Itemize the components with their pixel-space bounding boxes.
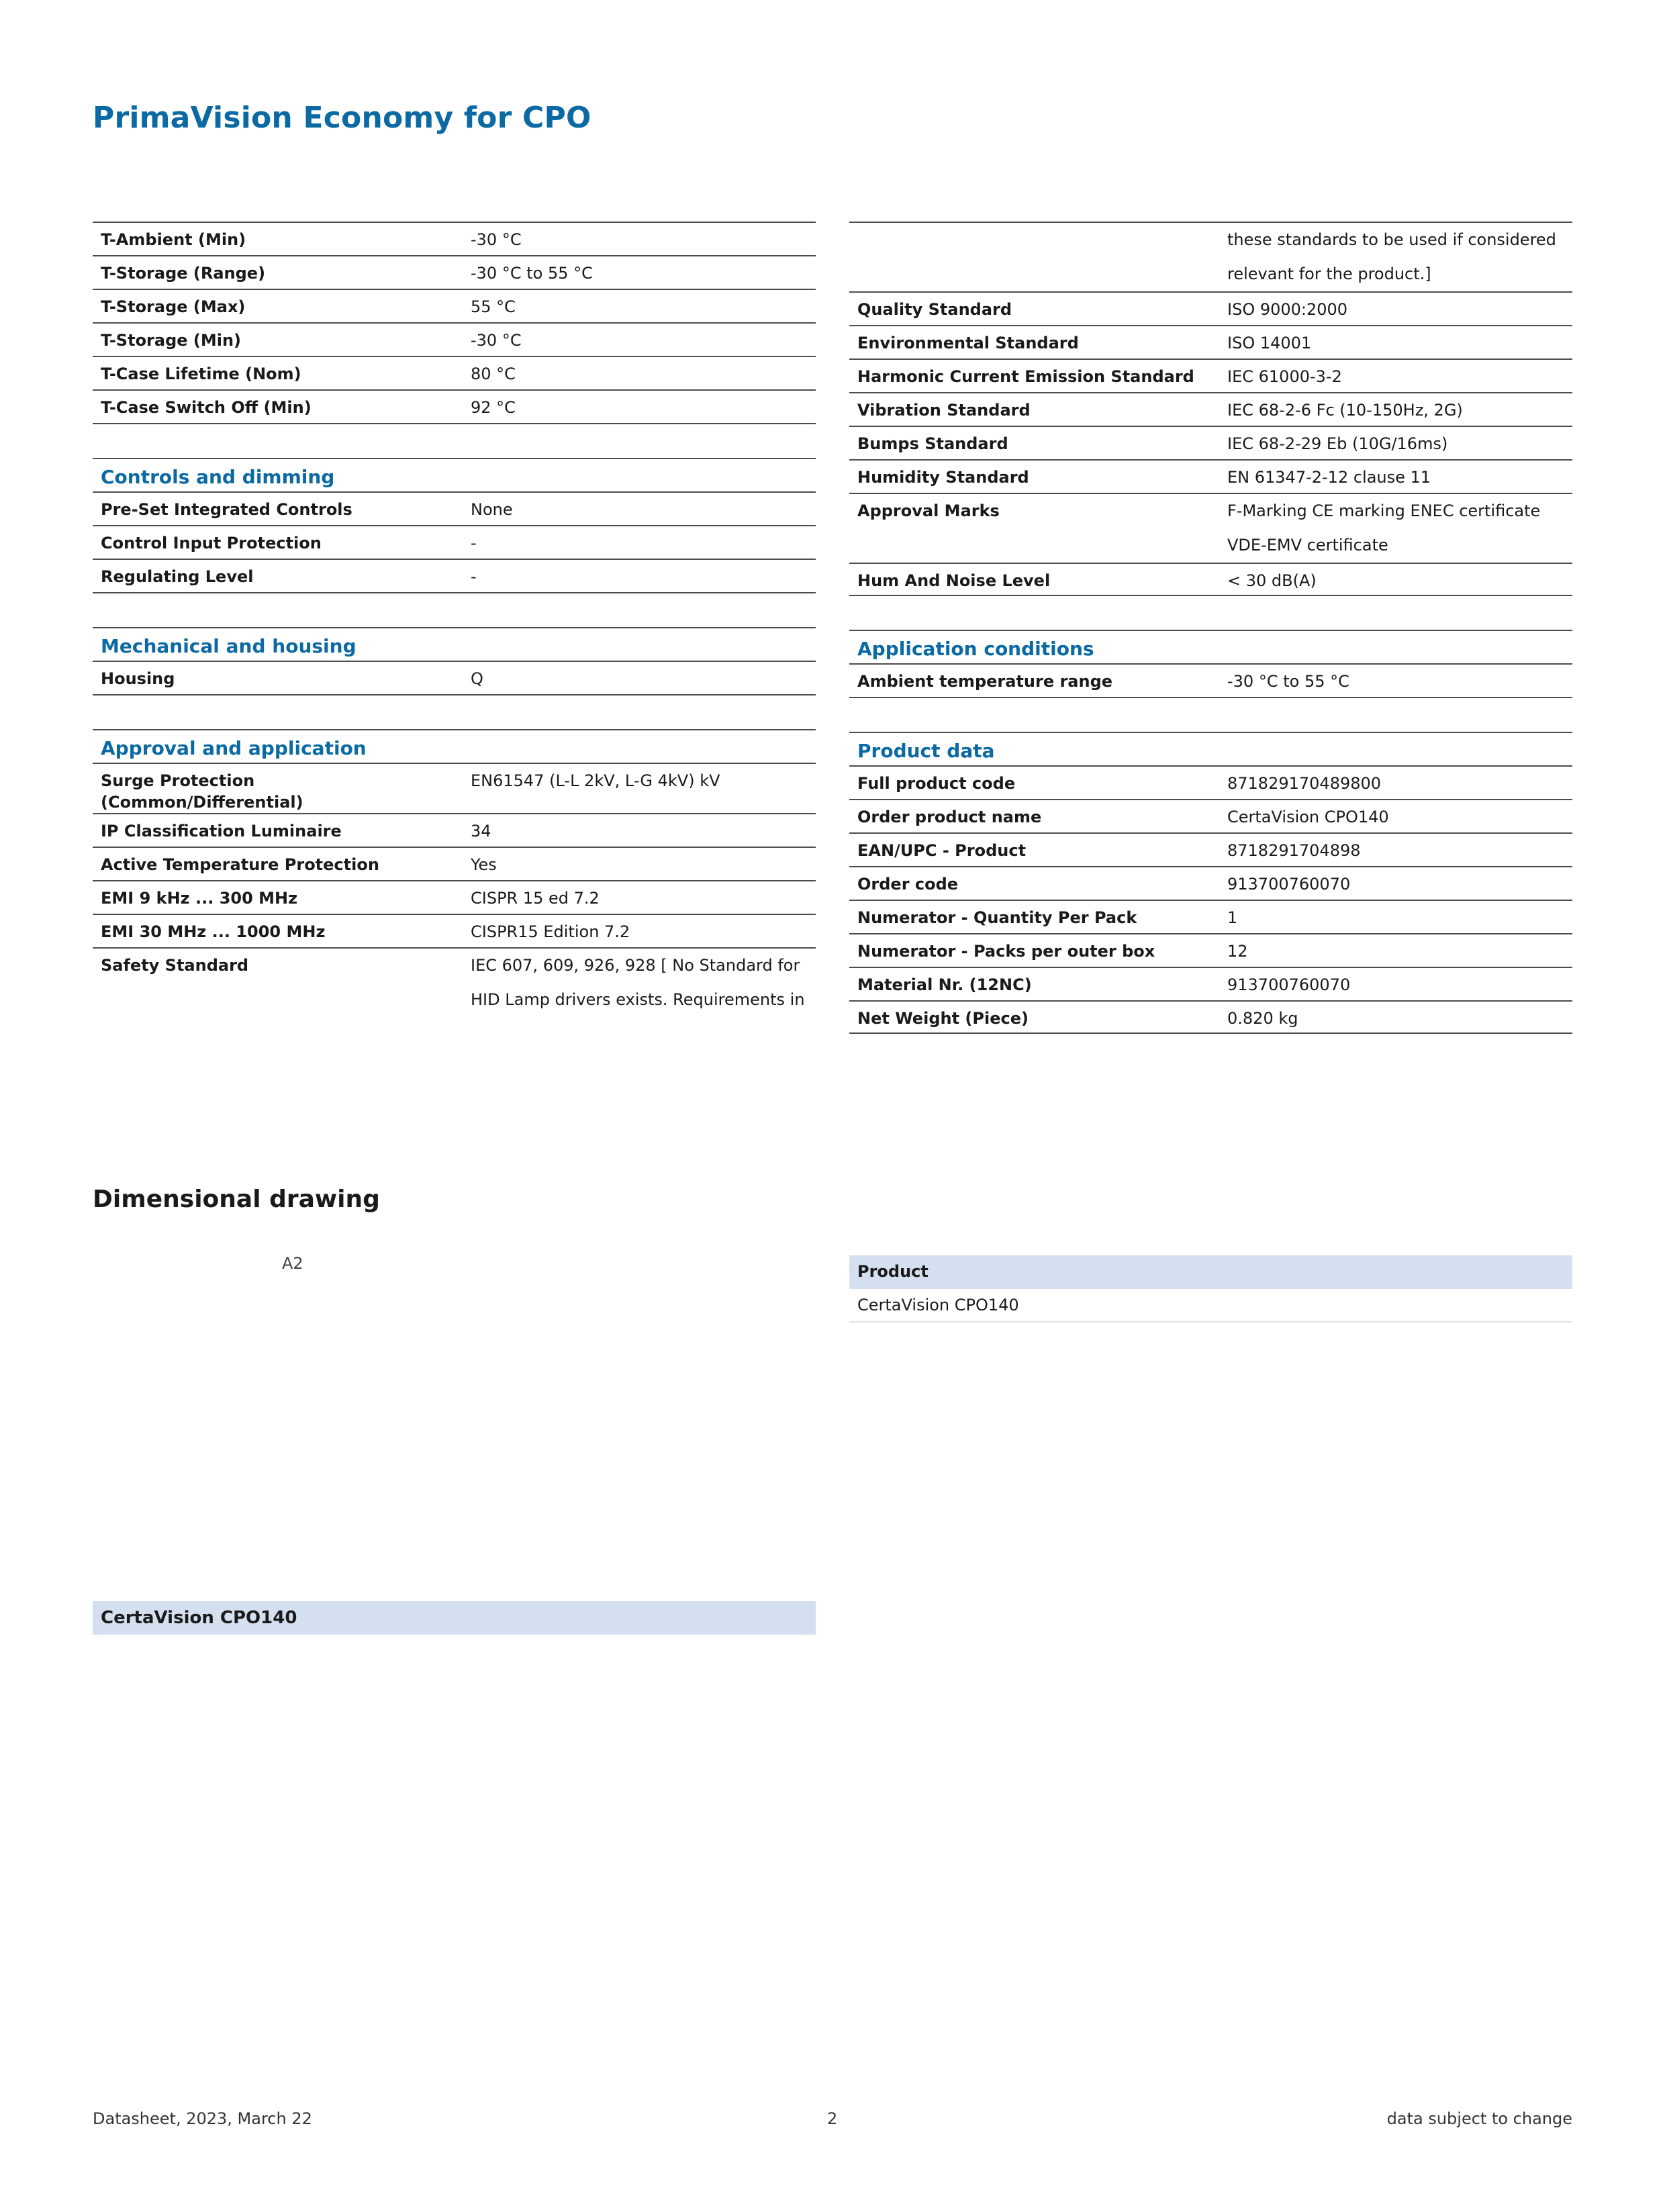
spec-row-hum-noise [849, 563, 1572, 596]
spec-key: EMI 30 MHz ... 1000 MHz [101, 922, 326, 941]
spec-value: < 30 dB(A) [1227, 571, 1317, 590]
spec-key: Humidity Standard [857, 468, 1029, 487]
spec-row [849, 325, 1572, 358]
spec-value: -30 °C to 55 °C [471, 264, 593, 283]
spec-row-approval-marks [849, 493, 1572, 563]
section-heading-approval: Approval and application [93, 729, 816, 763]
spec-key: Vibration Standard [857, 401, 1031, 420]
spec-value: EN 61347-2-12 clause 11 [1227, 468, 1431, 487]
spec-value-line: VDE-EMV certificate [1227, 536, 1388, 555]
left-spec-column [93, 222, 816, 1017]
spec-row [93, 222, 816, 255]
spec-value: 913700760070 [1227, 975, 1351, 994]
dimensional-drawing-title: Dimensional drawing [93, 1186, 380, 1213]
spec-key: Environmental Standard [857, 334, 1079, 352]
spec-row [849, 392, 1572, 426]
spec-value [471, 943, 816, 1017]
spec-row [849, 1000, 1572, 1034]
spec-key: EAN/UPC - Product [857, 841, 1027, 860]
spec-row [93, 813, 816, 847]
spec-key [849, 223, 1227, 291]
spec-key: EMI 9 kHz ... 300 MHz [101, 889, 298, 908]
section-heading-application: Application conditions [849, 630, 1572, 663]
spec-key: Quality Standard [857, 300, 1012, 319]
spec-row [849, 832, 1572, 866]
mechanical-rows [93, 661, 816, 694]
spec-value: - [471, 567, 477, 586]
spec-value: 80 °C [471, 365, 516, 383]
spec-value: CISPR15 Edition 7.2 [471, 922, 630, 941]
spec-row [93, 525, 816, 559]
spec-key: Numerator - Quantity Per Pack [857, 908, 1137, 927]
footer-date: Datasheet, 2023, March 22 [93, 2109, 312, 2128]
spec-value-line: IEC 607, 609, 926, 928 [ No Standard for [471, 956, 800, 975]
spec-value: Yes [471, 855, 497, 874]
spec-key: Surge Protection (Common/Differential) [101, 771, 303, 812]
footer-disclaimer: data subject to change [1386, 2109, 1572, 2128]
product-table [849, 1255, 1572, 1323]
spec-value: EN61547 (L-L 2kV, L-G 4kV) kV [471, 771, 720, 790]
section-spacer [849, 697, 1572, 732]
spec-value: 871829170489800 [1227, 774, 1382, 793]
spec-value: IEC 61000-3-2 [1227, 367, 1342, 386]
spec-value: -30 °C [471, 331, 522, 350]
approval-rows [93, 763, 816, 947]
spec-value: ISO 9000:2000 [1227, 300, 1348, 319]
spec-key: Full product code [857, 774, 1016, 793]
spec-key: IP Classification Luminaire [101, 822, 342, 840]
spec-value: IEC 68-2-6 Fc (10-150Hz, 2G) [1227, 401, 1463, 420]
section-spacer [93, 423, 816, 458]
spec-row [93, 255, 816, 289]
application-rows [849, 663, 1572, 697]
spec-key: Net Weight (Piece) [857, 1009, 1029, 1028]
spec-key: Control Input Protection [101, 534, 322, 552]
spec-key: T-Ambient (Min) [101, 230, 246, 249]
spec-row [93, 559, 816, 592]
section-heading-mechanical: Mechanical and housing [93, 627, 816, 661]
spec-value-line: these standards to be used if considered [1227, 230, 1556, 249]
section-gap [849, 596, 1572, 630]
spec-key: Safety Standard [101, 956, 249, 975]
temperature-rows [93, 222, 816, 423]
section-spacer [93, 592, 816, 627]
section-spacer [93, 694, 816, 729]
spec-key: Ambient temperature range [857, 672, 1113, 691]
spec-key: T-Case Switch Off (Min) [101, 398, 312, 417]
spec-value: CISPR 15 ed 7.2 [471, 889, 600, 908]
spec-key: Hum And Noise Level [857, 571, 1051, 590]
spec-value: 913700760070 [1227, 875, 1351, 894]
spec-key: T-Storage (Range) [101, 264, 266, 283]
section-heading-product-data: Product data [849, 732, 1572, 765]
spec-key: Active Temperature Protection [101, 855, 379, 874]
spec-key: Harmonic Current Emission Standard [857, 367, 1194, 386]
right-spec-column [849, 222, 1572, 1034]
spec-row [849, 933, 1572, 967]
spec-row [849, 765, 1572, 799]
section-heading-controls: Controls and dimming [93, 458, 816, 491]
footer-page-number: 2 [827, 2109, 838, 2128]
spec-value [1227, 217, 1572, 291]
spec-key: Order code [857, 875, 959, 894]
dimensional-drawing-area [93, 1242, 816, 1591]
spec-value: -30 °C [471, 230, 522, 249]
spec-value: -30 °C to 55 °C [1227, 672, 1349, 691]
spec-value: IEC 68-2-29 Eb (10G/16ms) [1227, 434, 1448, 453]
spec-key: T-Storage (Max) [101, 297, 246, 316]
spec-key: Pre-Set Integrated Controls [101, 500, 352, 519]
spec-value: 92 °C [471, 398, 516, 417]
spec-row [93, 880, 816, 914]
product-table-header: Product [849, 1255, 1572, 1289]
drawing-caption: CertaVision CPO140 [93, 1601, 816, 1635]
drawing-label: A2 [282, 1254, 303, 1273]
spec-row [849, 799, 1572, 832]
spec-key: Regulating Level [101, 567, 254, 586]
spec-row [93, 847, 816, 880]
spec-row [93, 763, 816, 813]
page-title: PrimaVision Economy for CPO [93, 101, 591, 135]
spec-row [93, 356, 816, 389]
controls-rows [93, 491, 816, 592]
spec-value: ISO 14001 [1227, 334, 1312, 352]
spec-row [849, 900, 1572, 933]
spec-value: 8718291704898 [1227, 841, 1361, 860]
standards-rows [849, 291, 1572, 493]
spec-row [93, 289, 816, 322]
spec-row [93, 389, 816, 423]
spec-value: Q [471, 669, 483, 688]
spec-row [849, 866, 1572, 900]
spec-value: None [471, 500, 513, 519]
spec-value: 55 °C [471, 297, 516, 316]
spec-value-line: F-Marking CE marking ENEC certificate [1227, 501, 1541, 520]
spec-value: CertaVision CPO140 [1227, 808, 1389, 826]
product-table-cell: CertaVision CPO140 [849, 1289, 1572, 1323]
spec-value: 0.820 kg [1227, 1009, 1298, 1028]
spec-key: Numerator - Packs per outer box [857, 942, 1155, 961]
spec-key: T-Storage (Min) [101, 331, 242, 350]
spec-key: T-Case Lifetime (Nom) [101, 365, 301, 383]
spec-row-safety-standard [93, 947, 816, 1017]
spec-value-line: HID Lamp drivers exists. Requirements in [471, 990, 805, 1009]
spec-value: 34 [471, 822, 491, 840]
spec-row [93, 322, 816, 356]
spec-key: Housing [101, 669, 175, 688]
spec-value: 1 [1227, 908, 1238, 927]
spec-value: - [471, 534, 477, 552]
spec-value-line: relevant for the product.] [1227, 265, 1431, 283]
spec-row [93, 491, 816, 525]
spec-value: 12 [1227, 942, 1248, 961]
spec-key: Material Nr. (12NC) [857, 975, 1032, 994]
spec-row [849, 967, 1572, 1000]
spec-row [849, 663, 1572, 697]
spec-row [849, 426, 1572, 459]
spec-value [1227, 488, 1572, 563]
spec-row-continuation [849, 222, 1572, 291]
spec-key: Order product name [857, 808, 1042, 826]
product-data-rows [849, 765, 1572, 1034]
spec-row [849, 358, 1572, 392]
spec-key: Approval Marks [857, 501, 1000, 520]
spec-row [849, 291, 1572, 325]
spec-key: Bumps Standard [857, 434, 1008, 453]
spec-row [93, 661, 816, 694]
